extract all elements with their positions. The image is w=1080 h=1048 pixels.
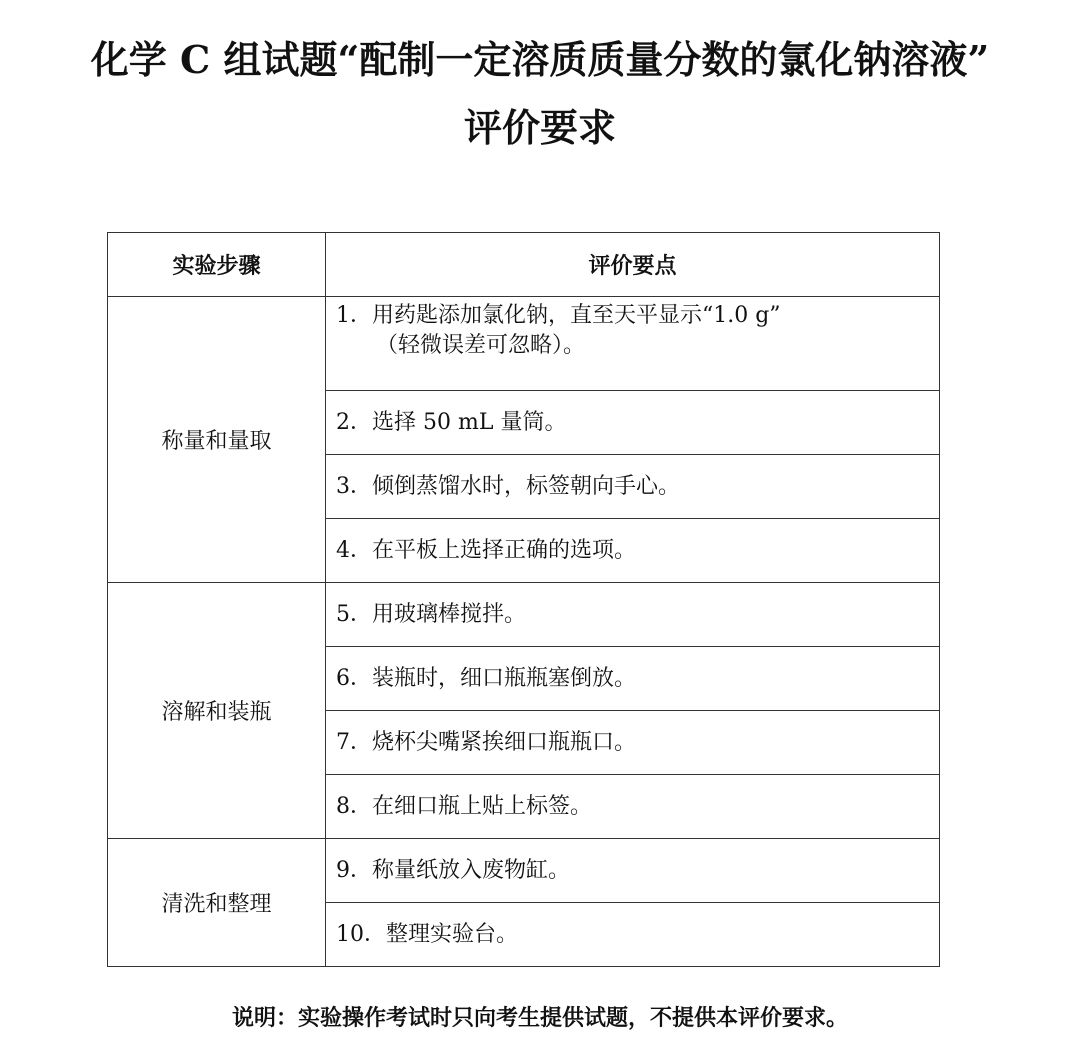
point-cell: 2．选择 50 mL 量筒。 [326, 391, 940, 455]
point-cell: 6．装瓶时，细口瓶瓶塞倒放。 [326, 647, 940, 711]
header-points: 评价要点 [326, 233, 940, 297]
page-subtitle: 评价要求 [463, 105, 616, 150]
footnote: 说明：实验操作考试时只向考生提供试题，不提供本评价要求。 [231, 1005, 848, 1031]
point-cell: 3．倾倒蒸馏水时，标签朝向手心。 [326, 455, 940, 519]
step-cell: 溶解和装瓶 [108, 583, 326, 839]
step-cell: 称量和量取 [108, 297, 326, 583]
page-title: 化学 C 组试题“配制一定溶质质量分数的氯化钠溶液” [90, 37, 990, 82]
point-cell: 7．烧杯尖嘴紧挨细口瓶瓶口。 [326, 711, 940, 775]
table-row [108, 839, 940, 903]
table-row [108, 583, 940, 647]
point-cell [326, 297, 940, 391]
header-step: 实验步骤 [108, 233, 326, 297]
point-cell: 8．在细口瓶上贴上标签。 [326, 775, 940, 839]
point-cell: 4．在平板上选择正确的选项。 [326, 519, 940, 583]
step-cell: 清洗和整理 [108, 839, 326, 967]
table-row [108, 297, 940, 391]
point-text-continued: （轻微误差可忽略）。 [376, 333, 586, 358]
point-text: 1．用药匙添加氯化钠，直至天平显示“1.0 g” [336, 303, 781, 328]
point-cell: 5．用玻璃棒搅拌。 [326, 583, 940, 647]
point-cell: 9．称量纸放入废物缸。 [326, 839, 940, 903]
table-header-row [108, 233, 940, 297]
evaluation-table [107, 232, 940, 967]
point-cell: 10．整理实验台。 [326, 903, 940, 967]
